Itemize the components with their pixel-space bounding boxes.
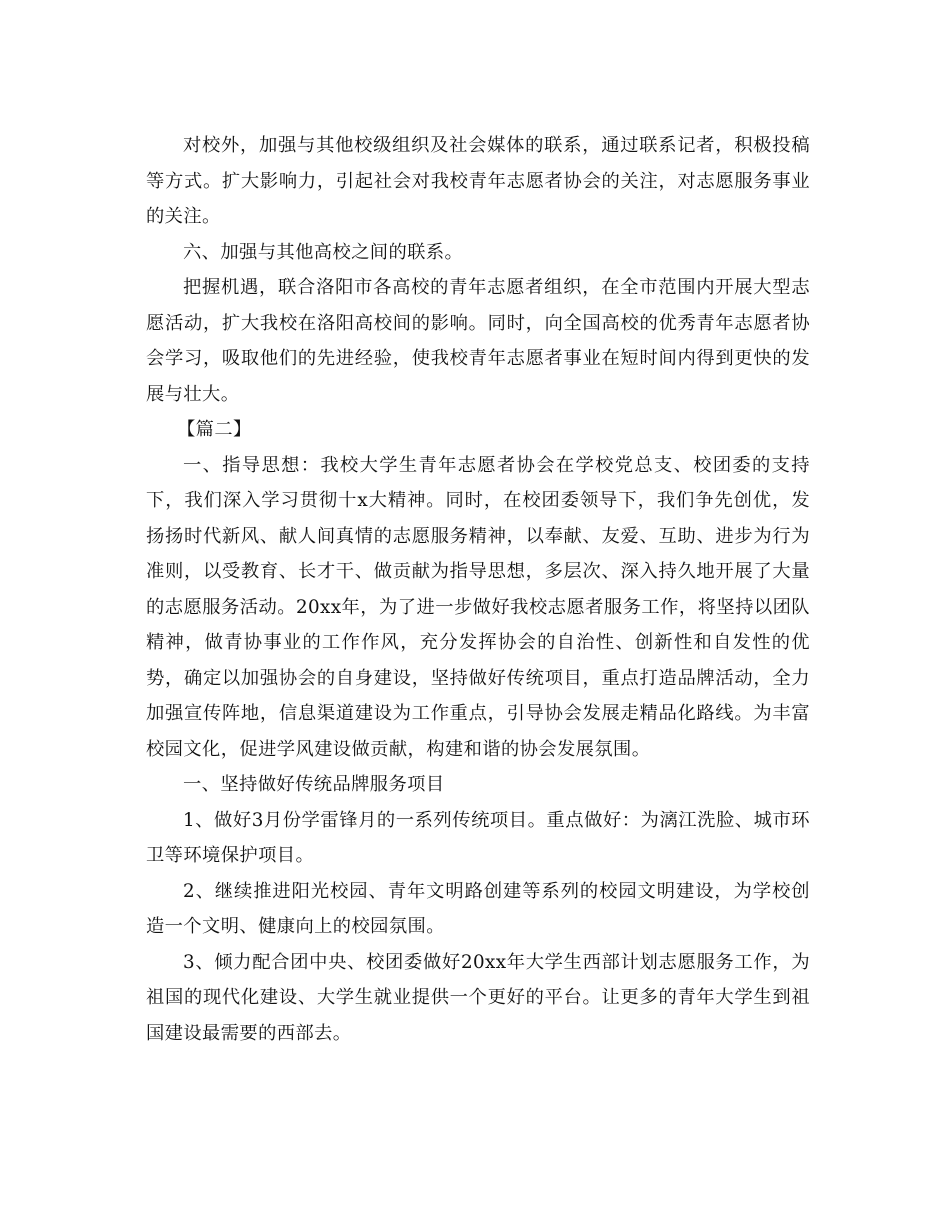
- list-item-2: 2、继续推进阳光校园、青年文明路创建等系列的校园文明建设，为学校创造一个文明、健康向上的校园氛围。: [146, 880, 810, 937]
- paragraph-external-liaison: 对校外，加强与其他校级组织及社会媒体的联系，通过联系记者，积极投稿等方式。扩大影响力，引起社会对我校青年志愿者协会的关注，对志愿服务事业的关注。: [146, 135, 810, 227]
- chapter-heading-part-two: 【篇二】: [177, 419, 252, 440]
- paragraph-seize-opportunity: 把握机遇，联合洛阳市各高校的青年志愿者组织，在全市范围内开展大型志愿活动，扩大我校在洛阳高校间的影响。同时，向全国高校的优秀青年志愿者协会学习，吸取他们的先进经验，使我校青年志愿者事业在短时间内得到更快的发展与壮大。: [146, 277, 810, 405]
- section-heading-traditional-projects: 一、坚持做好传统品牌服务项目: [183, 774, 445, 795]
- paragraph-guiding-ideology: 一、指导思想：我校大学生青年志愿者协会在学校党总支、校团委的支持下，我们深入学习贯彻十x大精神。同时，在校团委领导下，我们争先创优，发扬扬时代新风、献人间真情的志愿服务精神，以奉献、友爱、互助、进步为行为准则，以受教育、长才干、做贡献为指导思想，多层次、深入持久地开展了大量的志愿服务活动。20xx年，为了进一步做好我校志愿者服务工作，将坚持以团队精神，做青协事业的工作作风，充分发挥协会的自治性、创新性和自发性的优势，确定以加强协会的自身建设，坚持做好传统项目，重点打造品牌活动，全力加强宣传阵地，信息渠道建设为工作重点，引导协会发展走精品化路线。为丰富校园文化，促进学风建设做贡献，构建和谐的协会发展氛围。: [146, 454, 810, 760]
- list-item-1: 1、做好3月份学雷锋月的一系列传统项目。重点做好：为漓江洗脸、城市环卫等环境保护项目。: [146, 809, 810, 866]
- list-item-3: 3、倾力配合团中央、校团委做好20xx年大学生西部计划志愿服务工作，为祖国的现代化建设、大学生就业提供一个更好的平台。让更多的青年大学生到祖国建设最需要的西部去。: [146, 951, 810, 1044]
- document-page: [146, 128, 810, 1051]
- section-heading-six: 六、加强与其他高校之间的联系。: [183, 241, 464, 263]
